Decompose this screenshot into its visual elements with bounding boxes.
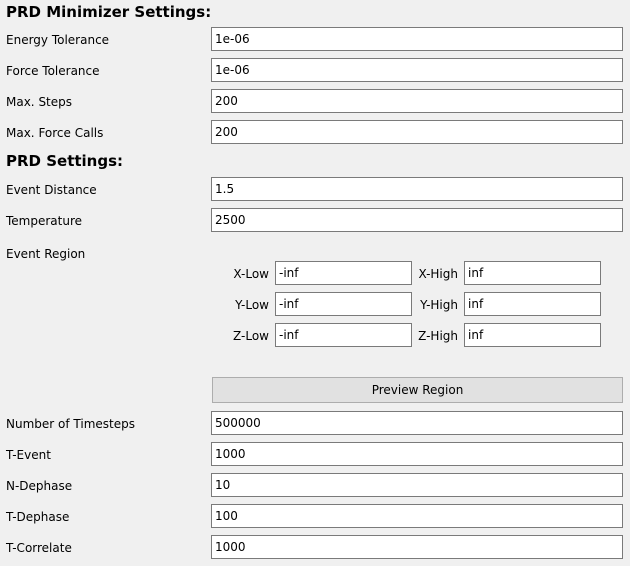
prd-settings-title: PRD Settings: bbox=[6, 152, 124, 170]
number-of-timesteps-label: Number of Timesteps bbox=[6, 417, 135, 431]
t-dephase-input[interactable] bbox=[211, 504, 623, 528]
x-high-input[interactable] bbox=[464, 261, 601, 285]
event-distance-input[interactable] bbox=[211, 177, 623, 201]
t-correlate-label: T-Correlate bbox=[6, 541, 72, 555]
y-low-input[interactable] bbox=[275, 292, 412, 316]
y-high-input[interactable] bbox=[464, 292, 601, 316]
max-steps-label: Max. Steps bbox=[6, 95, 73, 109]
max-force-calls-label: Max. Force Calls bbox=[6, 126, 104, 140]
event-region-label: Event Region bbox=[6, 247, 86, 261]
preview-region-button[interactable]: Preview Region bbox=[212, 377, 623, 403]
max-force-calls-input[interactable] bbox=[211, 120, 623, 144]
max-steps-input[interactable] bbox=[211, 89, 623, 113]
t-event-input[interactable] bbox=[211, 442, 623, 466]
z-high-label: Z-High bbox=[418, 329, 458, 343]
force-tolerance-label: Force Tolerance bbox=[6, 64, 100, 78]
energy-tolerance-label: Energy Tolerance bbox=[6, 33, 110, 47]
minimizer-settings-title: PRD Minimizer Settings: bbox=[6, 3, 212, 21]
temperature-input[interactable] bbox=[211, 208, 623, 232]
temperature-label: Temperature bbox=[6, 214, 83, 228]
y-low-label: Y-Low bbox=[235, 298, 269, 312]
y-high-label: Y-High bbox=[420, 298, 458, 312]
t-correlate-input[interactable] bbox=[211, 535, 623, 559]
energy-tolerance-input[interactable] bbox=[211, 27, 623, 51]
x-low-input[interactable] bbox=[275, 261, 412, 285]
t-event-label: T-Event bbox=[6, 448, 51, 462]
x-low-label: X-Low bbox=[233, 267, 269, 281]
n-dephase-input[interactable] bbox=[211, 473, 623, 497]
x-high-label: X-High bbox=[418, 267, 458, 281]
number-of-timesteps-input[interactable] bbox=[211, 411, 623, 435]
z-low-label: Z-Low bbox=[233, 329, 269, 343]
t-dephase-label: T-Dephase bbox=[6, 510, 70, 524]
force-tolerance-input[interactable] bbox=[211, 58, 623, 82]
z-low-input[interactable] bbox=[275, 323, 412, 347]
event-distance-label: Event Distance bbox=[6, 183, 97, 197]
n-dephase-label: N-Dephase bbox=[6, 479, 73, 493]
z-high-input[interactable] bbox=[464, 323, 601, 347]
